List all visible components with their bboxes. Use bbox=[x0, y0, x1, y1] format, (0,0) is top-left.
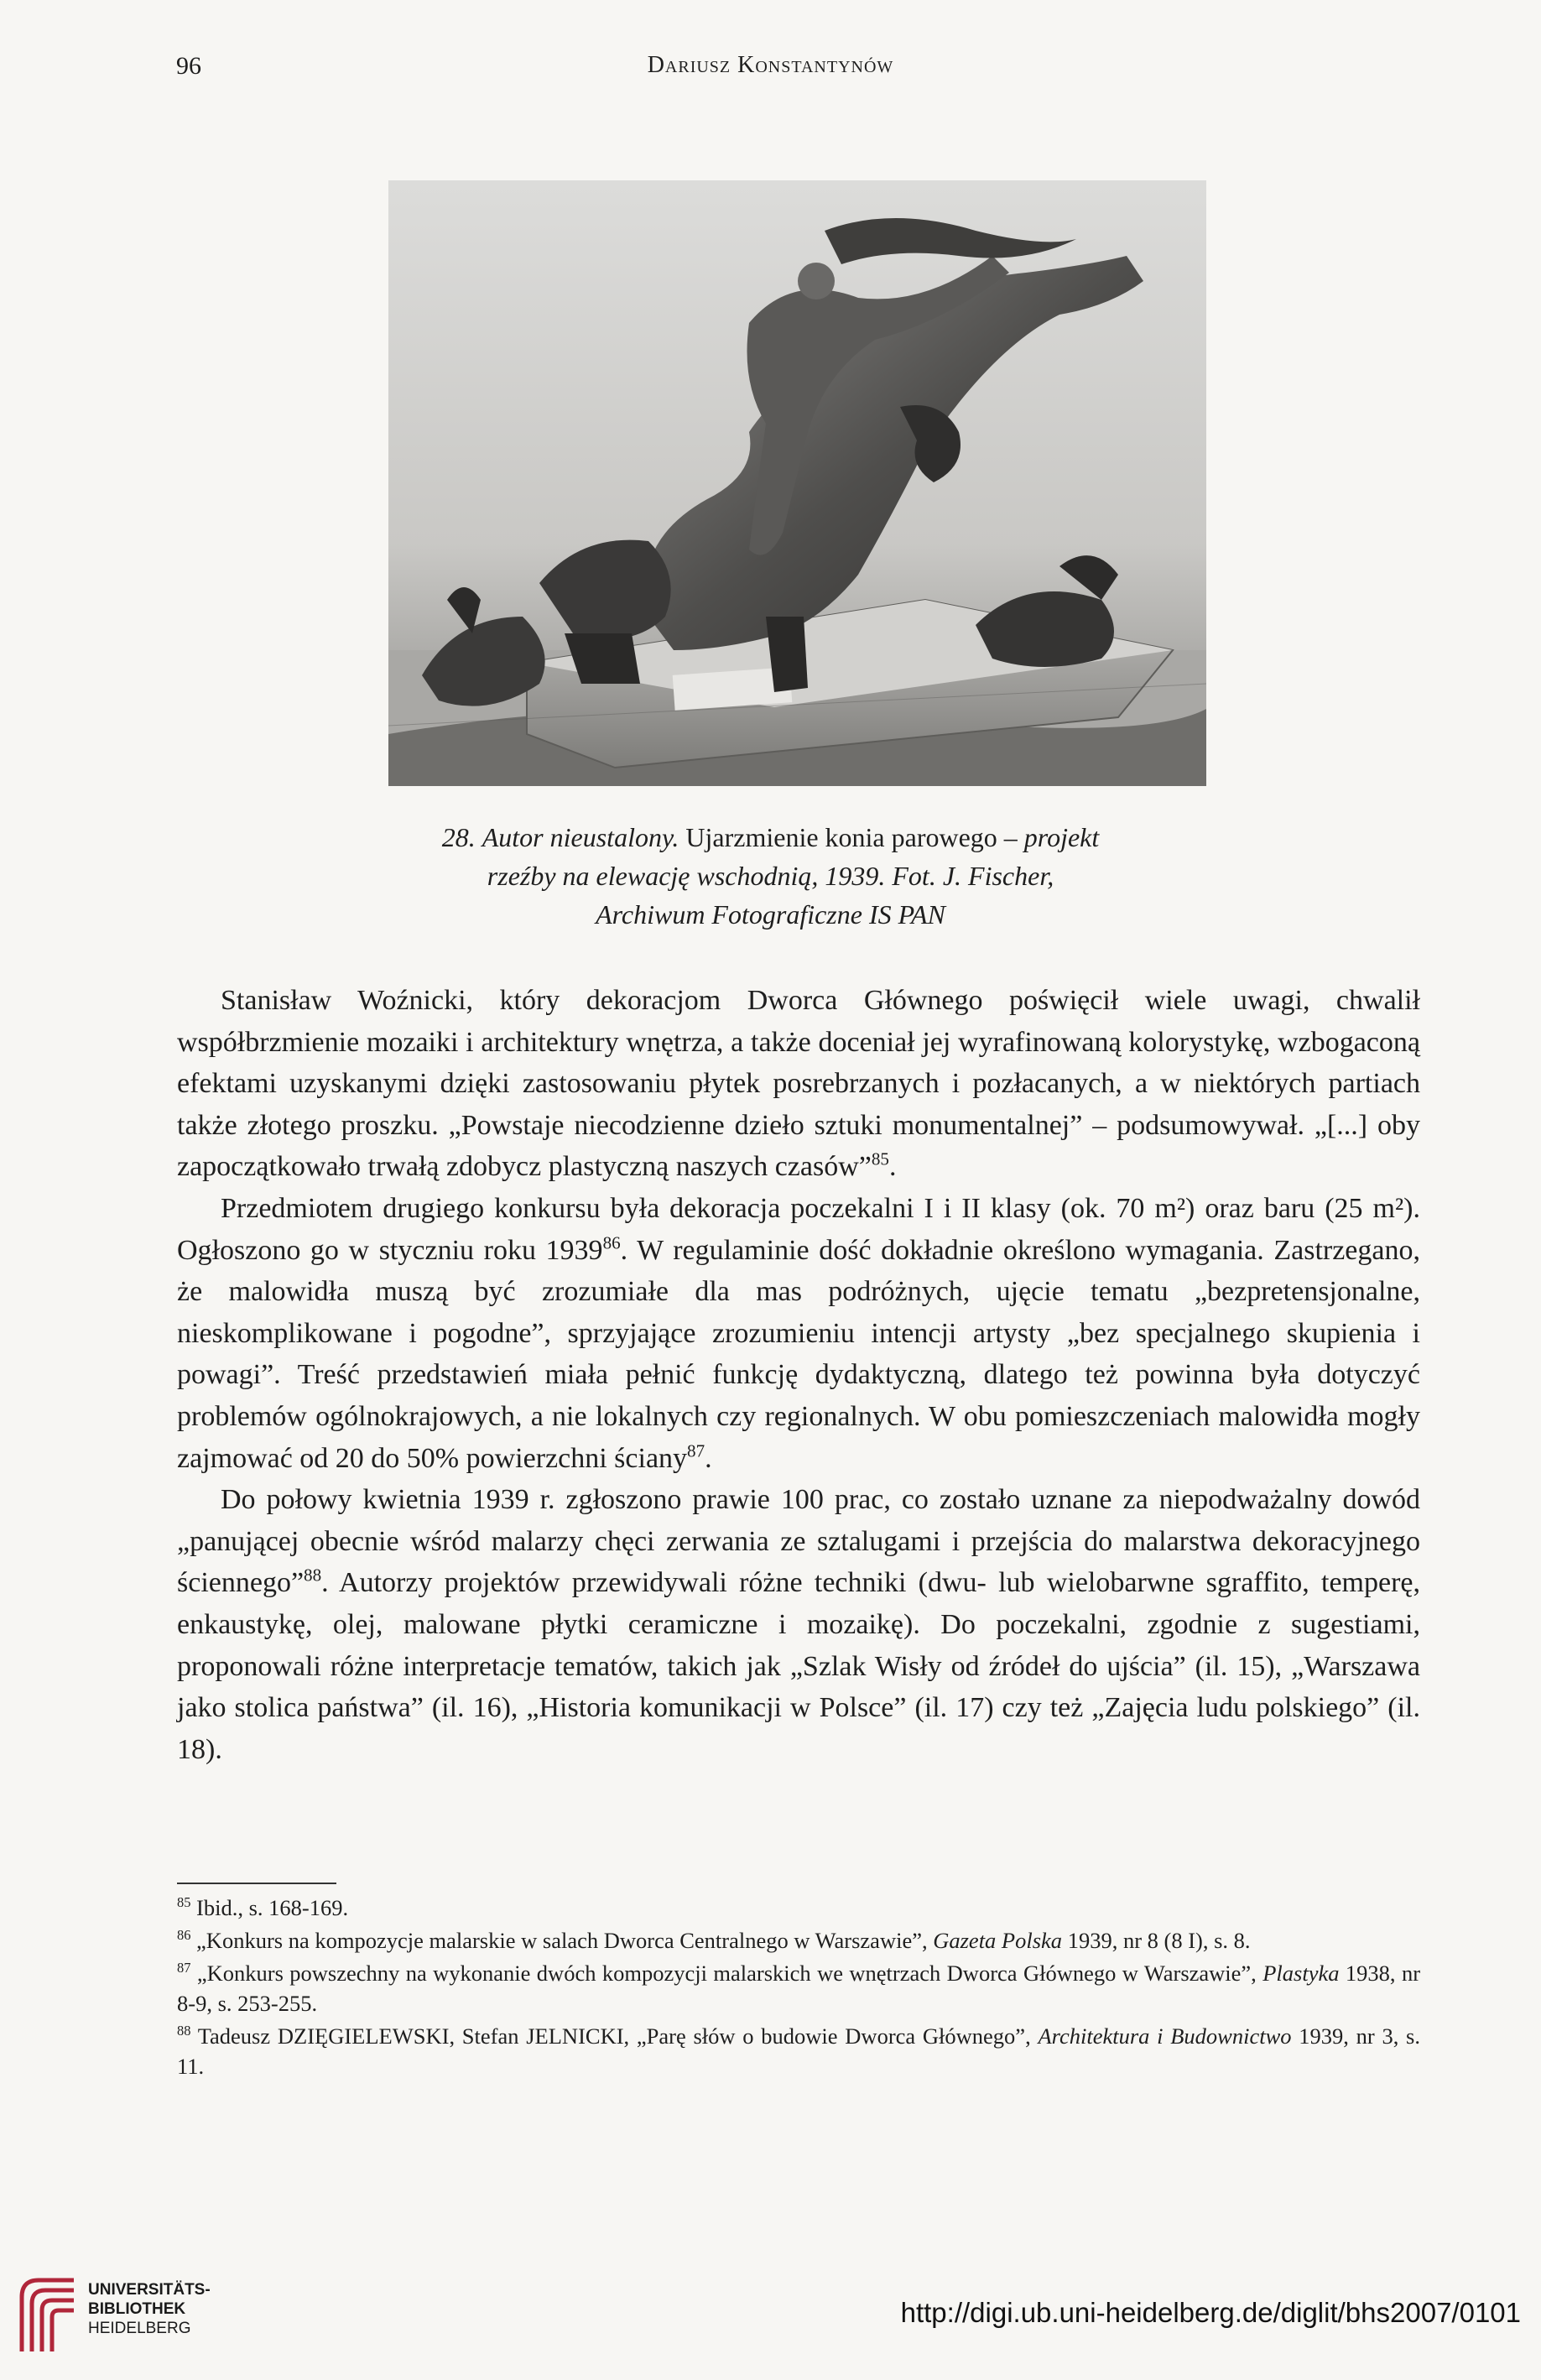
figure-caption bbox=[221, 818, 1320, 934]
sculpture-photo-image bbox=[388, 180, 1206, 786]
caption-desc-1: projekt bbox=[1023, 822, 1100, 852]
footnote-divider bbox=[177, 1883, 336, 1884]
footnote-87: $^{87}$ „Konkurs powszechny na wykonanie dwóch kompozycji malarskich we wnętrzach Dworca Głównego w Warszawie”, Plastyka 1938, nr 8-9, s. 253-255. bbox=[177, 1960, 1421, 2016]
caption-line-2: rzeźby na elewację wschodnią, 1939. Fot. J. Fischer, bbox=[487, 861, 1054, 891]
page-header bbox=[0, 52, 1541, 102]
running-head: Dariusz Konstantynów bbox=[647, 52, 894, 78]
footnote-85: $^{85}$ Ibid., s. 168-169. bbox=[177, 1894, 349, 1920]
caption-number: 28. bbox=[441, 822, 476, 852]
library-logo-text: UNIVERSITÄTS- BIBLIOTHEK HEIDELBERG bbox=[88, 2281, 211, 2337]
library-logo[interactable] bbox=[15, 2272, 267, 2360]
footnote-88: $^{88}$ Tadeusz DZIĘGIELEWSKI, Stefan JELNICKI, „Parę słów o budowie Dworca Głównego”, Architektura i Budownictwo 1939, nr 3, s. 11. bbox=[177, 2023, 1420, 2079]
footnotes bbox=[177, 1893, 1420, 2084]
footnote-ref-86: 86 bbox=[602, 1232, 621, 1253]
source-url-link[interactable]: http://digi.ub.uni-heidelberg.de/diglit/bhs2007/0101 bbox=[900, 2297, 1521, 2328]
library-logo-icon bbox=[15, 2272, 82, 2356]
caption-author: Autor nieustalony. bbox=[482, 822, 679, 852]
paragraph-2: Przedmiotem drugiego konkursu była dekoracja poczekalni I i II klasy (ok. 70 m²) oraz baru (25 m²). Ogłoszono go w styczniu roku 1939$^{86}$. W regulaminie dość dokładnie określono wymagania. Zastrzegano, że malowidła muszą być zrozumiałe dla mas podróżnych, ujęcie tematu „bezpretensjonalne, nieskomplikowane i pogodne”, sprzyjające zrozumieniu intencji artysty „bez specjalnego skupienia i powagi”. Treść przedstawień miała pełnić funkcję dydaktyczną, dlatego też powinna była dotyczyć problemów ogólnokrajowych, a nie lokalnych czy regionalnych. W obu pomieszczeniach malowidła mogły zajmować od 20 do 50% powierzchni ściany$^{87}$. bbox=[177, 1192, 1420, 1474]
caption-dash: – bbox=[1003, 822, 1018, 852]
caption-line-1 bbox=[221, 818, 1320, 857]
footnote-86: $^{86}$ „Konkurs na kompozycje malarskie w salach Dworca Centralnego w Warszawie”, Gazeta Polska 1939, nr 8 (8 I), s. 8. bbox=[177, 1927, 1251, 1953]
page-number: 96 bbox=[176, 52, 201, 80]
footnote-ref-88: 88 bbox=[304, 1565, 322, 1586]
footnote-ref-87: 87 bbox=[687, 1440, 705, 1461]
caption-title: Ujarzmienie konia parowego bbox=[685, 822, 997, 852]
caption-line-3: Archiwum Fotograficzne IS PAN bbox=[596, 899, 945, 930]
body-text bbox=[177, 980, 1420, 1770]
paragraph-3: Do połowy kwietnia 1939 r. zgłoszono prawie 100 prac, co zostało uznane za niepodważalny dowód „panującej obecnie wśród malarzy chęci zerwania ze sztalugami i przejścia do malarstwa dekoracyjnego ściennego”$^{88}$. Autorzy projektów przewidywali różne techniki (dwu- lub wielobarwne sgraffito, temperę, enkaustykę, olej, malowane płytki ceramiczne i mozaikę). Do poczekalni, zgodnie z sugestiami, proponowali różne interpretacje tematów, takich jak „Szlak Wisły od źródeł do ujścia” (il. 15), „Warszawa jako stolica państwa” (il. 16), „Historia komunikacji w Polsce” (il. 17) czy też „Zajęcia ludu polskiego” (il. 18). bbox=[177, 1484, 1420, 1765]
footnote-ref-85: 85 bbox=[871, 1149, 889, 1170]
figure-photograph bbox=[388, 180, 1206, 786]
paragraph-1: Stanisław Woźnicki, który dekoracjom Dworca Głównego poświęcił wiele uwagi, chwalił współbrzmienie mozaiki i architektury wnętrza, a także doceniał jej wyrafinowaną kolorystykę, wzbogaconą efektami uzyskanymi dzięki zastosowaniu płytek posrebrzanych i pozłacanych, a w niektórych partiach także złotego proszku. „Powstaje niecodzienne dzieło sztuki monumentalnej” – podsumowywał. „[...] oby zapoczątkowało trwałą zdobycz plastyczną naszych czasów”$^{85}$. bbox=[177, 985, 1420, 1183]
